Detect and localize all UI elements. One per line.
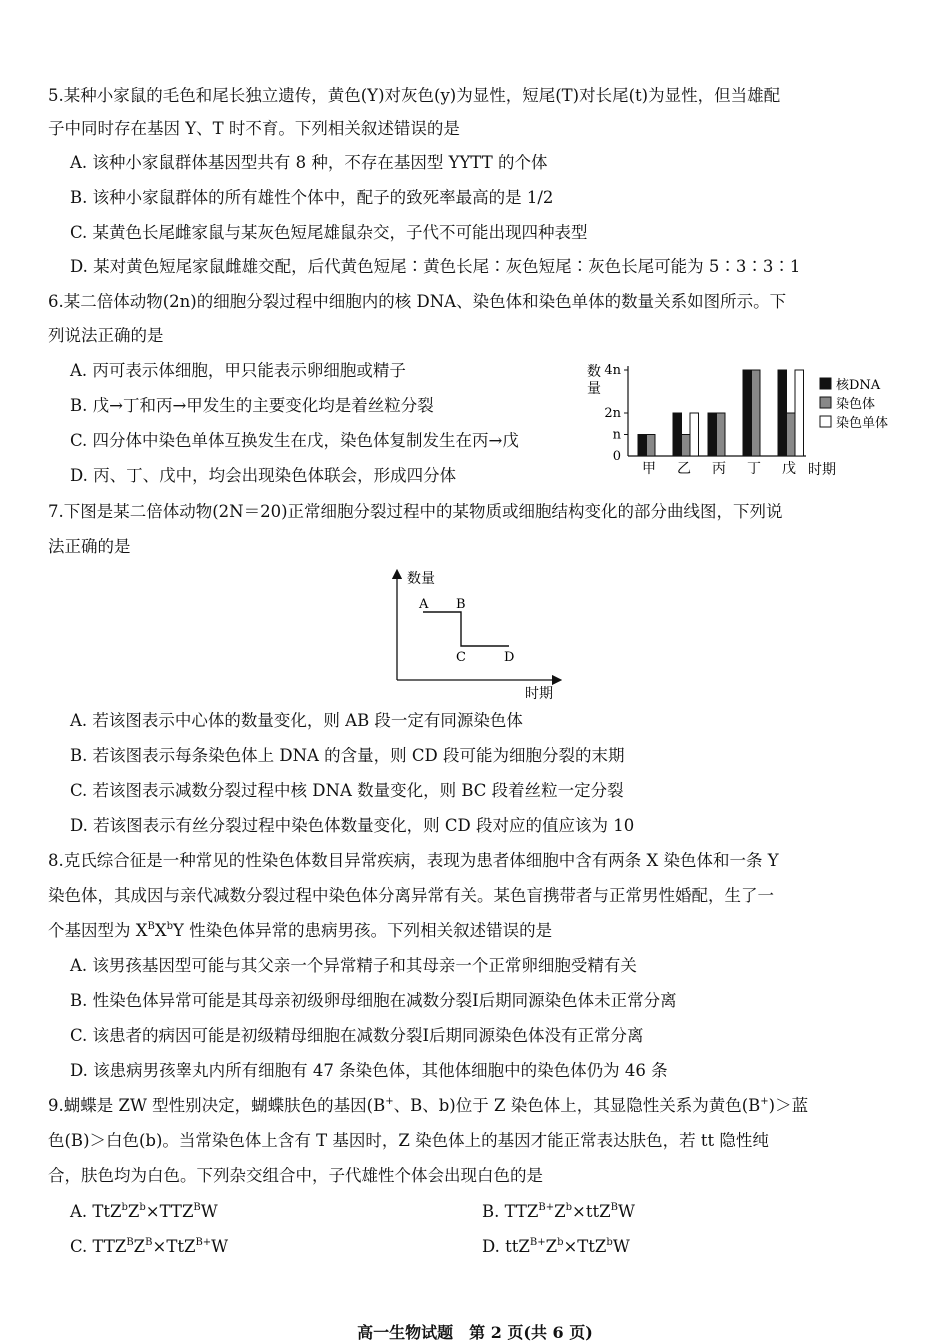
q6-stem-line1: 6.某二倍体动物(2n)的细胞分裂过程中细胞内的核 DNA、染色体和染色单体的数量关系如图所示。下 xyxy=(48,292,787,311)
q9-option-c: C. $TTZ^BZ^B\times TtZ^{B+}W$ xyxy=(70,1237,229,1256)
q9-option-a: A. $TtZ^bZ^b\times TTZ^BW$ xyxy=(70,1202,218,1221)
q9-stem-line1: 9.蝴蝶是 ZW 型性别决定，蝴蝶肤色的基因(B+、B、b)位于 Z 染色体上，其显隐性关系为黄色(B+)＞蓝 xyxy=(48,1096,809,1115)
q5-stem-line1: 5.某种小家鼠的毛色和尾长独立遗传，黄色(Y)对灰色(y)为显性，短尾(T)对长尾(t)为显性，但当雄配 xyxy=(48,86,781,105)
bar-乙-染色体 xyxy=(682,435,691,457)
bar-甲-染色体 xyxy=(647,435,656,457)
q6-stem-line2: 列说法正确的是 xyxy=(48,326,164,345)
category-label: 乙 xyxy=(677,461,692,477)
q7-stem-line1: 7.下图是某二倍体动物(2N＝20)正常细胞分裂过程中的某物质或细胞结构变化的部分曲线图，下列说 xyxy=(48,502,783,521)
bar-乙-染色单体 xyxy=(690,413,699,456)
q9-stem-line3: 合，肤色均为白色。下列杂交组合中，子代雄性个体会出现白色的是 xyxy=(48,1166,543,1185)
q7-stem-line2: 法正确的是 xyxy=(48,537,131,556)
q5-option-c: C. 某黄色长尾雌家鼠与某灰色短尾雄鼠杂交，子代不可能出现四种表型 xyxy=(70,223,588,242)
legend-swatch xyxy=(820,378,831,389)
graph-y-label: 数量 xyxy=(407,571,435,587)
q8-option-b: B. 性染色体异常可能是其母亲初级卵母细胞在减数分裂Ⅰ后期同源染色体未正常分离 xyxy=(70,991,677,1010)
q6-option-d: D. 丙、丁、戊中，均会出现染色体联会，形成四分体 xyxy=(70,466,457,485)
bar-戊-染色单体 xyxy=(795,370,804,456)
bar-丙-染色体 xyxy=(717,413,726,456)
q7-option-a: A. 若该图表示中心体的数量变化，则 AB 段一定有同源染色体 xyxy=(70,711,523,730)
y-tick-label: n xyxy=(612,427,621,443)
q5-option-b: B. 该种小家鼠群体的所有雄性个体中，配子的致死率最高的是 1/2 xyxy=(70,188,554,207)
legend-label: 染色单体 xyxy=(836,416,889,431)
q8-stem-line1: 8.克氏综合征是一种常见的性染色体数目异常疾病，表现为患者体细胞中含有两条 X 染色体和一条 Y xyxy=(48,851,779,870)
bar-戊-染色体 xyxy=(787,413,796,456)
q5-stem-line2: 子中同时存在基因 Y、T 时不育。下列相关叙述错误的是 xyxy=(48,119,460,138)
category-label: 丙 xyxy=(712,461,727,477)
step-curve-graph xyxy=(385,568,570,704)
bar-甲-核DNA xyxy=(638,435,647,457)
legend-label: 染色体 xyxy=(836,397,876,412)
q8-option-c: C. 该患者的病因可能是初级精母细胞在减数分裂Ⅰ后期同源染色体没有正常分离 xyxy=(70,1026,644,1045)
point-d-label: D xyxy=(504,650,515,665)
legend-swatch xyxy=(820,397,831,408)
y-axis-label: 数 xyxy=(587,364,601,380)
bar-丁-染色体 xyxy=(752,370,761,456)
q6-option-c: C. 四分体中染色单体互换发生在戊，染色体复制发生在丙→戊 xyxy=(70,431,519,450)
q9-option-b: B. $TTZ^{B+}Z^b\times ttZ^BW$ xyxy=(482,1202,635,1221)
step-curve xyxy=(423,612,509,646)
q7-option-b: B. 若该图表示每条染色体上 DNA 的含量，则 CD 段可能为细胞分裂的末期 xyxy=(70,746,625,765)
x-axis-label: 时期 xyxy=(808,462,836,478)
bar-chart xyxy=(580,358,910,480)
q8-stem-line3: 个基因型为 $X^BX^bY$ 性染色体异常的患病男孩。下列相关叙述错误的是 xyxy=(48,921,553,940)
q5-option-a: A. 该种小家鼠群体基因型共有 8 种，不存在基因型 YYTT 的个体 xyxy=(70,153,548,172)
point-c-label: C xyxy=(456,650,466,665)
q8-option-d: D. 该患病男孩睾丸内所有细胞有 47 条染色体，其他体细胞中的染色体仍为 46 条 xyxy=(70,1061,668,1080)
bar-乙-核DNA xyxy=(673,413,682,456)
bar-丙-核DNA xyxy=(708,413,717,456)
category-label: 甲 xyxy=(642,461,657,477)
category-label: 丁 xyxy=(747,461,762,477)
q6-option-b: B. 戊→丁和丙→甲发生的主要变化均是着丝粒分裂 xyxy=(70,396,434,415)
graph-x-label: 时期 xyxy=(525,686,553,702)
y-axis-label-cont: 量 xyxy=(587,381,601,397)
y-tick-label: 2n xyxy=(604,406,621,421)
q7-option-d: D. 若该图表示有丝分裂过程中染色体数量变化，则 CD 段对应的值应该为 10 xyxy=(70,816,635,835)
bar-戊-核DNA xyxy=(778,370,787,456)
q9-stem-line2: 色(B)＞白色(b)。当常染色体上含有 T 基因时，Z 染色体上的基因才能正常表达肤色，若 tt 隐性纯 xyxy=(48,1131,769,1150)
q8-option-a: A. 该男孩基因型可能与其父亲一个异常精子和其母亲一个正常卵细胞受精有关 xyxy=(70,956,637,975)
legend-label: 核DNA xyxy=(836,378,881,393)
y-tick-label: 4n xyxy=(604,363,621,378)
q6-option-a: A. 丙可表示体细胞，甲只能表示卵细胞或精子 xyxy=(70,361,406,380)
q9-option-d: D. $ttZ^{B+}Z^b\times TtZ^bW$ xyxy=(482,1237,630,1256)
y-tick-label: 0 xyxy=(612,449,621,464)
point-b-label: B xyxy=(456,597,466,612)
q7-option-c: C. 若该图表示减数分裂过程中核 DNA 数量变化，则 BC 段着丝粒一定分裂 xyxy=(70,781,624,800)
legend-swatch xyxy=(820,416,831,427)
bar-丁-核DNA xyxy=(743,370,752,456)
category-label: 戊 xyxy=(782,461,797,477)
point-a-label: A xyxy=(419,597,429,612)
page-footer: 高一生物试题 第 2 页(共 6 页) xyxy=(357,1323,593,1342)
q8-stem-line2: 染色体，其成因与亲代减数分裂过程中染色体分离异常有关。某色盲携带者与正常男性婚配，生了一 xyxy=(48,886,774,905)
q5-option-d: D. 某对黄色短尾家鼠雌雄交配，后代黄色短尾∶黄色长尾∶灰色短尾∶灰色长尾可能为 5∶3∶3∶1 xyxy=(70,257,801,276)
